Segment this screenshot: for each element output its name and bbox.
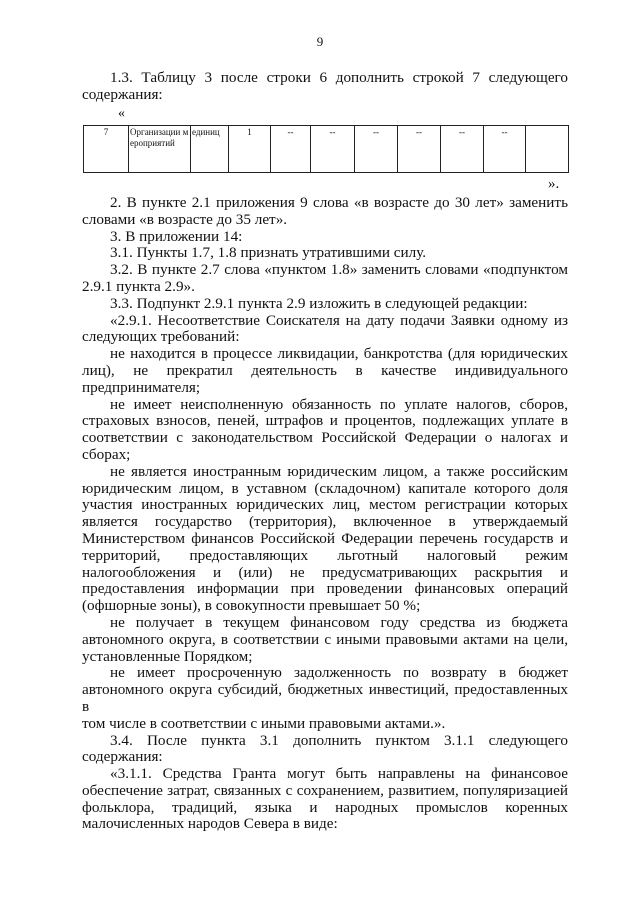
text-line: словами «в возрасте до 35 лет». [82,210,288,228]
text-line: сборах; [82,445,131,463]
table-cell: -- [484,126,526,173]
text-line: не имеет просроченную задолженность по возврату в бюджет [110,664,568,682]
table-cell-number: 7 [84,126,129,173]
text-line: автономного округа, в соответствии с иными правовыми актами на цели, [82,630,568,648]
text-line: страховых взносов, пеней, штрафов и процентов, подлежащих уплате в [82,412,568,430]
text-line: 3.1. Пункты 1.7, 1.8 признать утратившими силу. [110,244,427,262]
text-line: 3.2. В пункте 2.7 слова «пунктом 1.8» заменить словами «подпунктом [110,261,568,279]
table-cell: -- [355,126,398,173]
text-line: Министерством финансов Российской Федерации перечень государств и [82,529,568,547]
amendment-1-3 [82,70,568,104]
text-line: 3.3. Подпункт 2.9.1 пункта 2.9 изложить в следующей редакции: [110,294,528,312]
text-line: 1.3. Таблицу 3 после строки 6 дополнить строкой 7 следующего [110,69,568,86]
text-line: участия иностранных юридических лиц, местом регистрации которых [82,496,568,514]
text-line: 3. В приложении 14: [110,227,243,245]
table-cell-unit: единиц [191,126,229,173]
text-line: юридическим лицом, в уставном (складочном) капитале которого доля [82,479,568,497]
body-text [82,195,568,833]
text-line: автономного округа субсидий, бюджетных инвестиций, предоставленных в [82,681,568,715]
table-cell-name: Организации мероприятий [129,126,191,173]
text-line: предоставления информации при проведении финансовых операций [82,580,568,598]
text-line: 2.9.1 пункта 2.9». [82,277,195,295]
table-row [84,126,569,173]
table-cell: -- [311,126,355,173]
text-line: «2.9.1. Несоответствие Соискателя на дату подачи Заявки одному из [110,311,568,329]
text-line: малочисленных народов Севера в виде: [82,815,338,833]
text-line: территорий, предоставляющих льготный налоговый режим [82,546,568,564]
text-line: «3.1.1. Средства Гранта могут быть направлены на финансовое [110,765,568,783]
quote-close: ». [548,176,560,192]
text-line: содержания: [82,748,163,766]
text-line: является государство (территория), включенное в утверждаемый [82,513,568,531]
table-cell: -- [398,126,441,173]
text-line: установленные Порядком; [82,647,253,665]
text-line: налогообложения и (или) не предусматривающих раскрытия и [82,563,568,581]
text-line: не имеет неисполненную обязанность по уплате налогов, сборов, [110,395,568,413]
table-cell: -- [441,126,484,173]
text-line: не находится в процессе ликвидации, банкротства (для юридических [110,345,568,363]
table-cell: 1 [229,126,271,173]
text-line: предпринимателя; [82,378,201,396]
text-line: лиц), не прекратил деятельность в качестве индивидуального [82,361,568,379]
text-line: 3.4. После пункта 3.1 дополнить пунктом 3.1.1 следующего [110,731,568,749]
text-line: следующих требований: [82,328,240,346]
page-number: 9 [316,34,324,49]
text-line: обеспечение затрат, связанных с сохранением, развитием, популяризацией [82,781,568,799]
text-line: не является иностранным юридическим лицом, а также российским [110,462,568,480]
text-line: 2. В пункте 2.1 приложения 9 слова «в возрасте до 30 лет» заменить [110,194,568,211]
text-line: том числе в соответствии с иными правовыми актами.». [82,714,446,732]
table-cell [526,126,569,173]
text-line: фольклора, традиций, языка и народных промыслов коренных [82,798,568,816]
inserted-table-row [83,125,569,173]
text-line: содержания: [82,85,163,103]
text-line: соответствии с законодательством Российской Федерации о налогах и [82,429,568,447]
quote-open: « [118,106,125,121]
table-cell: -- [271,126,311,173]
text-line: (офшорные зоны), в совокупности превышает 50 %; [82,597,421,615]
text-line: не получает в текущем финансовом году средства из бюджета [110,613,568,631]
